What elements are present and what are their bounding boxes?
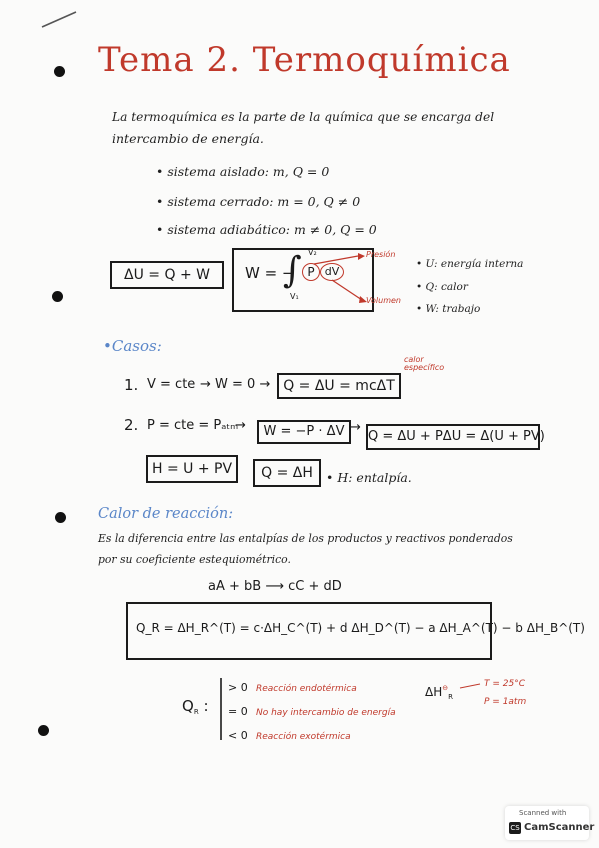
enthalpy-box1: H = U + PV: [146, 455, 238, 483]
work-lhs: W = −: [245, 264, 295, 282]
reaction-line-1: Es la diferencia entre las entalpías de los productos y reactivos ponderados: [98, 532, 513, 545]
enthalpy-label: • H: entalpía.: [326, 470, 412, 485]
case1-note: calor específico: [404, 355, 445, 372]
qr-case-text: Reacción endotérmica: [256, 684, 357, 694]
first-law-box: [110, 261, 224, 289]
case2-arrow: →: [235, 418, 246, 433]
pressure-symbol: P: [302, 263, 320, 281]
case1-condition: V = cte: [147, 377, 196, 392]
qr-case-sign: > 0: [228, 681, 248, 694]
case1-mid: → W = 0 →: [200, 377, 271, 392]
label-volumen: Volumen: [366, 296, 401, 305]
punch-hole: [55, 512, 66, 523]
intro-line-2: intercambio de energía.: [112, 131, 264, 146]
standard-arrow: [458, 680, 484, 692]
case2-condition: P = cte = Pₐₜₘ: [147, 418, 239, 433]
system-item: • sistema cerrado: m = 0, Q ≠ 0: [156, 194, 361, 209]
intro-line-1: La termoquímica es la parte de la química que se encarga del: [112, 110, 495, 124]
label-presion: Presión: [366, 250, 396, 259]
first-law-text: ΔU = Q + W: [124, 267, 210, 283]
standard-pressure: P = 1atm: [484, 697, 527, 707]
qr-case-text: No hay intercambio de energía: [256, 708, 396, 718]
limit-upper: V₂: [308, 248, 317, 257]
volume-symbol: dV: [320, 263, 344, 281]
casos-heading: •Casos:: [103, 337, 162, 355]
legend-w: • W: trabajo: [416, 303, 481, 315]
page-title: Tema 2. Termoquímica: [98, 40, 511, 80]
punch-hole: [38, 725, 49, 736]
legend-u: • U: energía interna: [416, 258, 524, 270]
qr-symbol: $Q_R$ :: [182, 697, 209, 716]
case1-number: 1.: [124, 376, 139, 394]
brace-bar: [217, 676, 225, 742]
case2-box1: W = −P · ΔV: [257, 420, 351, 444]
limit-lower: V₁: [290, 292, 299, 301]
reaction-heading: Calor de reacción:: [98, 506, 234, 522]
qr-case-text: Reacción exotérmica: [256, 732, 351, 742]
qr-case-sign: = 0: [228, 705, 248, 718]
integral-sign: ∫: [283, 250, 302, 291]
camscanner-caption: Scanned with: [519, 809, 567, 817]
enthalpy-box2: Q = ΔH: [253, 459, 321, 487]
legend-q: • Q: calor: [416, 281, 468, 293]
case2-number: 2.: [124, 416, 139, 434]
case2-arrow2: →: [350, 420, 361, 435]
camscanner-badge: [505, 806, 595, 840]
qr-case-sign: < 0: [228, 729, 248, 742]
system-item: • sistema aislado: m, Q = 0: [156, 164, 330, 179]
case2-box2: Q = ΔU + PΔU = Δ(U + PV): [366, 424, 540, 450]
reaction-formula: Q_R = ΔH_R^(T) = c·ΔH_C^(T) + d ΔH_D^(T) − a ΔH_A^(T) − b ΔH_B^(T): [136, 621, 585, 635]
camscanner-logo-icon: CS: [510, 824, 520, 832]
camscanner-name: CamScanner: [524, 822, 595, 833]
pencil-mark: [40, 8, 80, 30]
punch-hole: [54, 66, 65, 77]
standard-enthalpy: $\Delta H^⊖_R$: [425, 684, 453, 701]
reaction-equation: aA + bB ⟶ cC + dD: [208, 579, 342, 594]
case1-box: Q = ΔU = mcΔT: [277, 373, 401, 399]
reaction-line-2: por su coeficiente estequiométrico.: [98, 553, 291, 566]
system-item: • sistema adiabático: m ≠ 0, Q = 0: [156, 222, 377, 237]
punch-hole: [52, 291, 63, 302]
standard-temperature: T = 25°C: [484, 679, 525, 689]
